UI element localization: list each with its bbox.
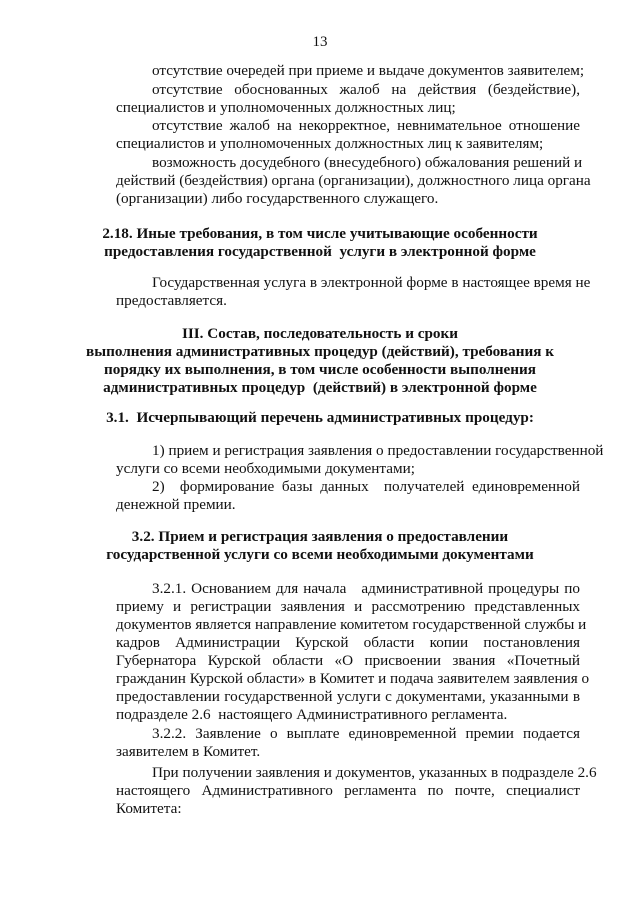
criteria-item-appeal-l2: действий (бездействия) органа (организации), должностного лица органа: [116, 172, 591, 189]
paragraph-3-2-1-l1: 3.2.1. Основанием для начала административной процедуры по: [152, 580, 580, 597]
section-III-heading-l2: выполнения административных процедур (действий), требования к: [86, 343, 554, 360]
paragraph-mail-l2: настоящего Административного регламента по почте, специалист: [116, 782, 580, 799]
criteria-item-complaints-l2: специалистов и уполномоченных должностных лиц;: [116, 99, 456, 116]
section-3-2-heading-l2: государственной услуги со всеми необходимыми документами: [106, 546, 534, 563]
paragraph-3-2-1-l2: приему и регистрации заявления и рассмотрению представленных: [116, 598, 580, 615]
paragraph-3-2-2-l2: заявителем в Комитет.: [116, 743, 261, 760]
section-3-2-heading-l1: 3.2. Прием и регистрация заявления о предоставлении: [131, 528, 509, 545]
procedure-item-1-l2: услуги со всеми необходимыми документами;: [116, 460, 415, 477]
section-III-heading-l3: порядку их выполнения, в том числе особенности выполнения: [104, 361, 536, 378]
paragraph-3-2-1-l4: кадров Администрации Курской области копии постановления: [116, 634, 580, 651]
criteria-item-complaints-l1: отсутствие обоснованных жалоб на действия (бездействие),: [152, 81, 580, 98]
paragraph-3-2-2-l1: 3.2.2. Заявление о выплате единовременной премии подается: [152, 725, 580, 742]
section-III-heading-l1: III. Состав, последовательность и сроки: [181, 325, 459, 342]
procedure-item-2-l1: 2) формирование базы данных получателей единовременной: [152, 478, 580, 495]
paragraph-3-2-1-l3: документов является направление комитетом государственной службы и: [116, 616, 587, 633]
paragraph-mail-l3: Комитета:: [116, 800, 182, 817]
section-2-18-text-l2: предоставляется.: [116, 292, 227, 309]
criteria-item-attitude-l1: отсутствие жалоб на некорректное, невнимательное отношение: [152, 117, 580, 134]
section-2-18-text-l1: Государственная услуга в электронной форме в настоящее время не: [152, 274, 591, 291]
section-III-heading-l4: административных процедур (действий) в электронной форме: [103, 379, 537, 396]
page-number: 13: [312, 34, 328, 50]
criteria-item-queues: отсутствие очередей при приеме и выдаче документов заявителем;: [152, 62, 585, 79]
paragraph-3-2-1-l6: гражданин Курской области» в Комитет и подача заявителем заявления о: [116, 670, 590, 687]
procedure-item-2-l2: денежной премии.: [116, 496, 236, 513]
paragraph-3-2-1-l8: подразделе 2.6 настоящего Административного регламента.: [116, 706, 508, 723]
paragraph-3-2-1-l7: предоставлении государственной услуги с документами, указанными в: [116, 688, 580, 705]
section-3-1-heading: 3.1. Исчерпывающий перечень административных процедур:: [106, 409, 534, 426]
paragraph-3-2-1-l5: Губернатора Курской области «О присвоении звания «Почетный: [116, 652, 580, 669]
paragraph-mail-l1: При получении заявления и документов, указанных в подразделе 2.6: [152, 764, 597, 781]
section-2-18-heading-l1: 2.18. Иные требования, в том числе учитывающие особенности: [102, 225, 538, 242]
procedure-item-1-l1: 1) прием и регистрация заявления о предоставлении государственной: [152, 442, 604, 459]
criteria-item-attitude-l2: специалистов и уполномоченных должностных лиц к заявителям;: [116, 135, 544, 152]
section-2-18-heading-l2: предоставления государственной услуги в электронной форме: [104, 243, 536, 260]
criteria-item-appeal-l3: (организации) либо государственного служащего.: [116, 190, 439, 207]
criteria-item-appeal-l1: возможность досудебного (внесудебного) обжалования решений и: [152, 154, 583, 171]
